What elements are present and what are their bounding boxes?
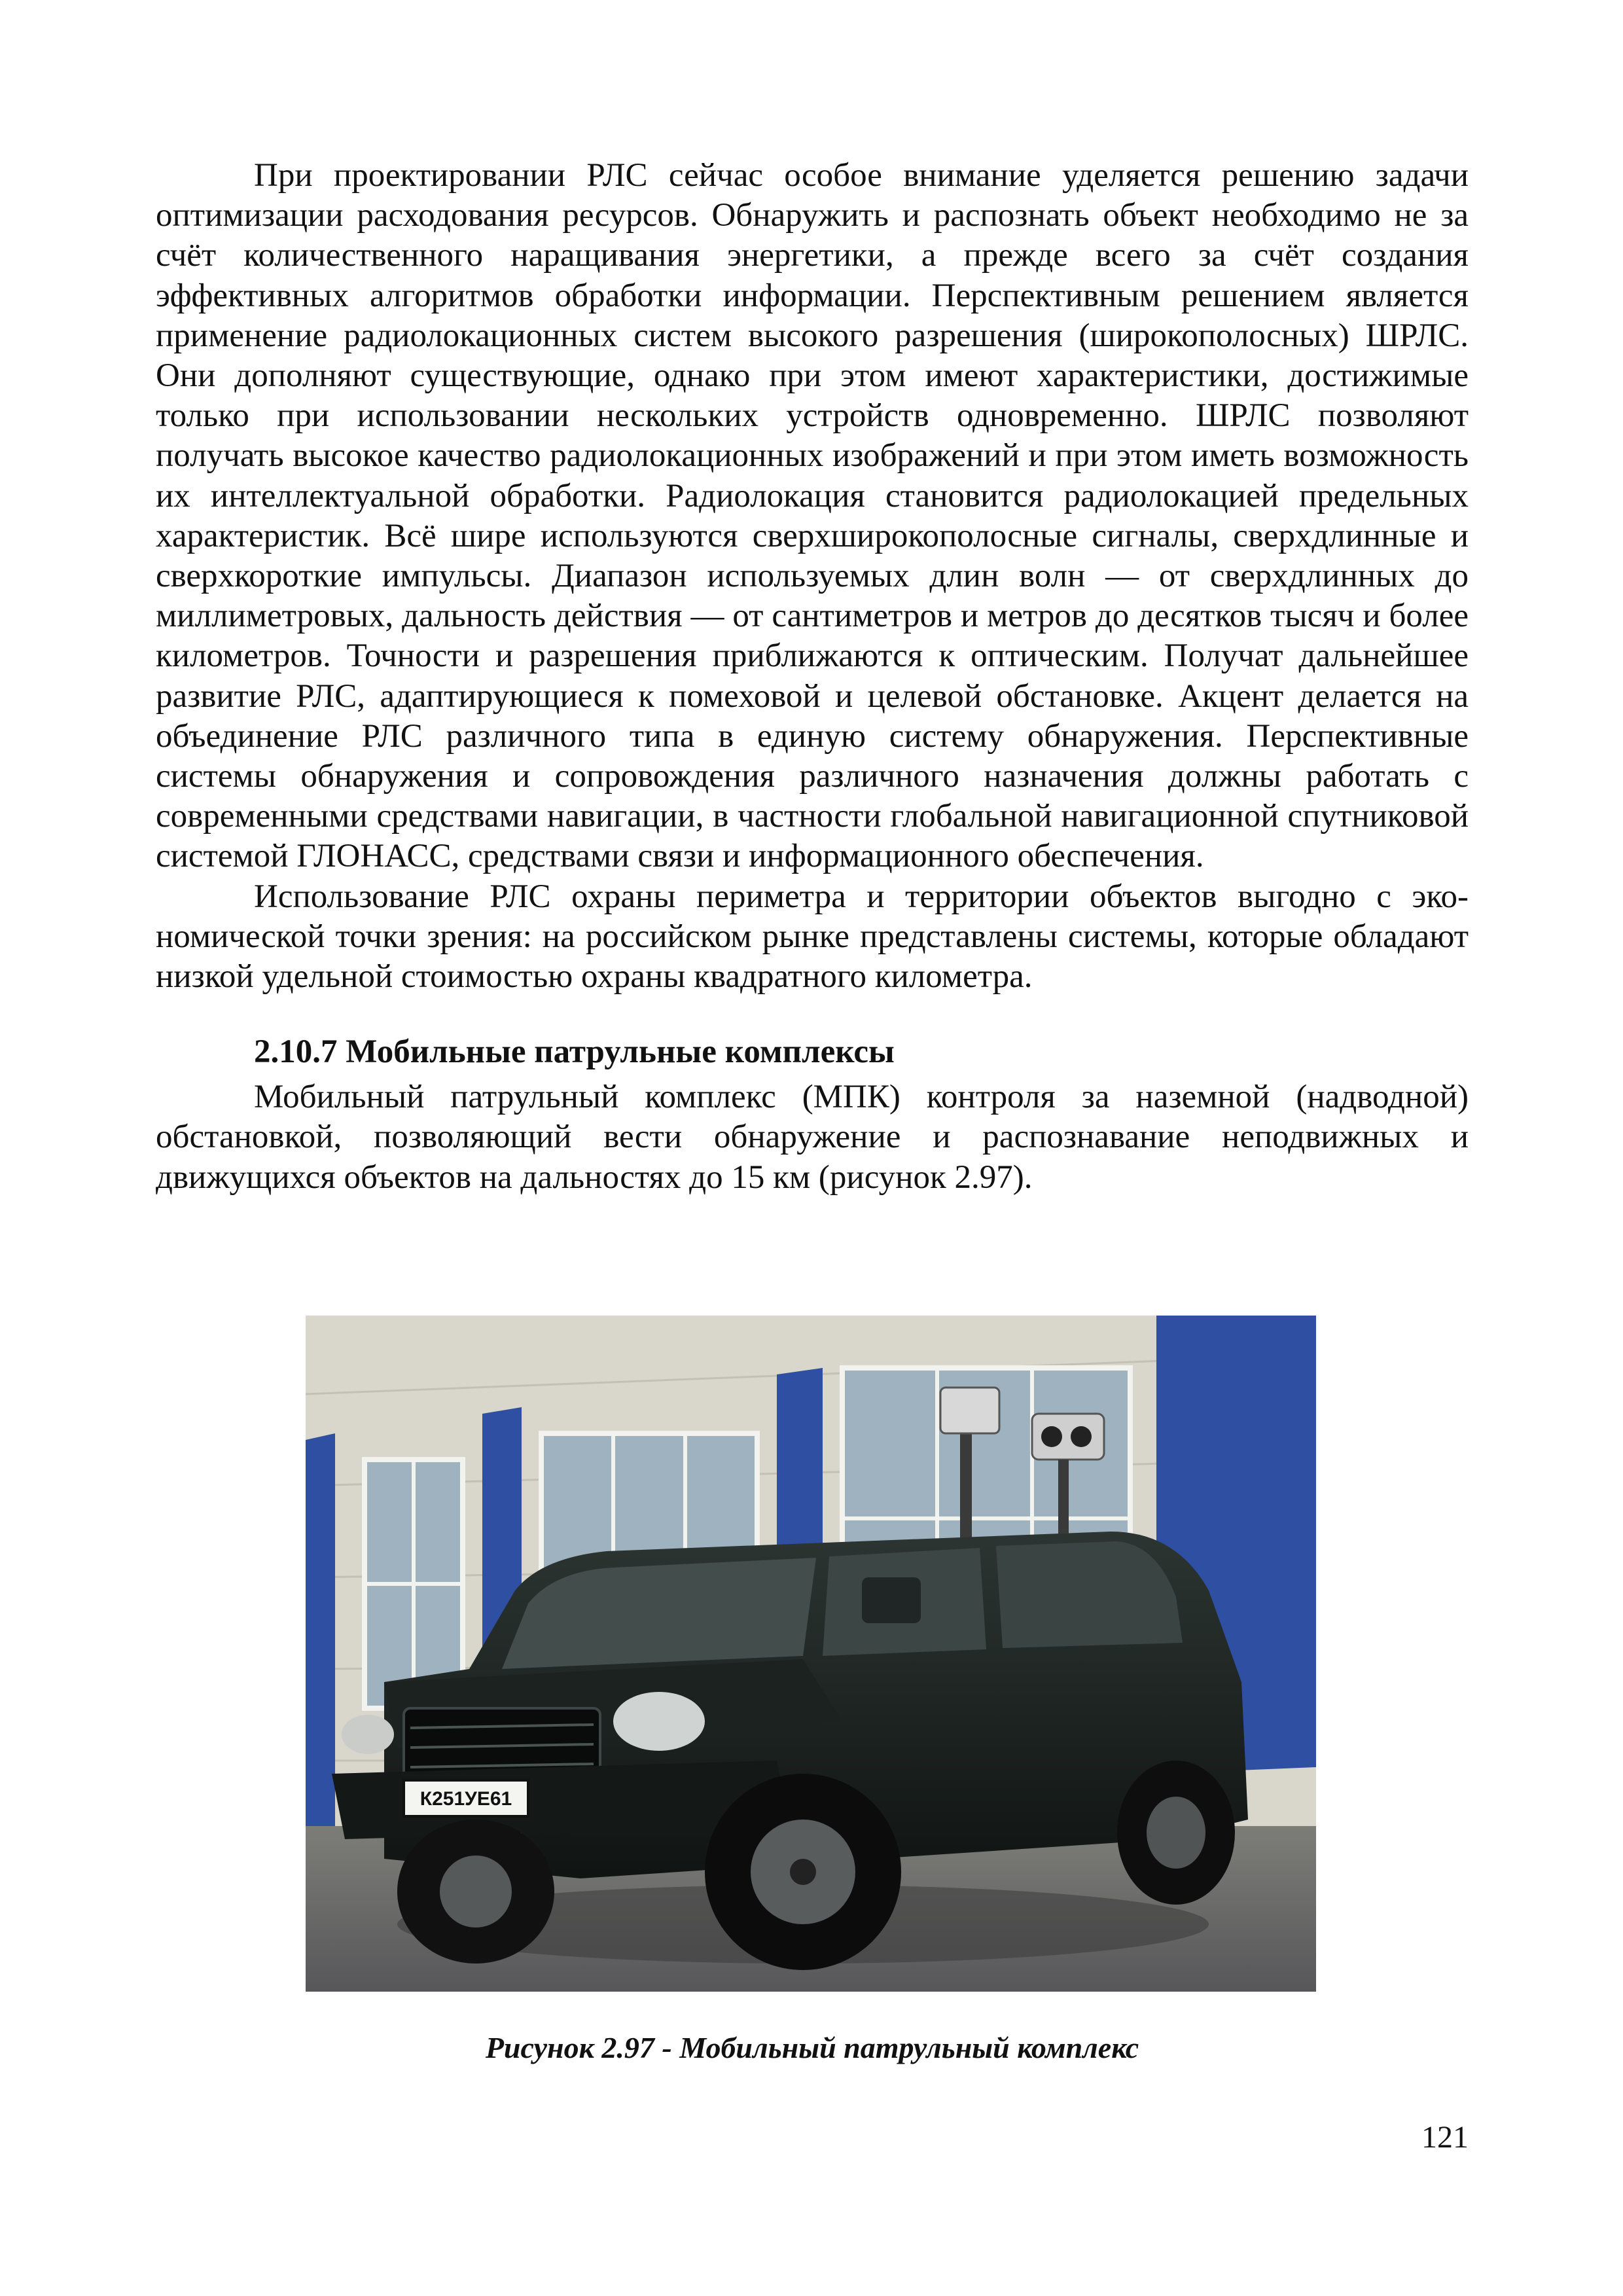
section-heading: 2.10.7 Мобильные патрульные комплексы xyxy=(254,1033,895,1071)
body-text xyxy=(156,156,1469,1198)
license-plate-text: К251УЕ61 xyxy=(419,1788,512,1810)
figure-caption: Рисунок 2.97 - Мобильный патрульный комплекс xyxy=(485,2031,1139,2064)
patrol-vehicle-photo xyxy=(306,1316,1316,1992)
paragraph-perimeter-radar: Использование РЛС охраны периметра и территории объектов выгодно с экономической точки зрения: на российском рынке представлены системы, которые обладают низкой удельной стоимостью охраны квадратного километра. xyxy=(156,878,1469,996)
paragraph-radar-design: При проектировании РЛС сейчас особое внимание уделяется решению задачи оптимизации расходования ресурсов. Обнаружить и распознать объект необходимо не за счёт количественного наращивания энергетики, а прежде всего за счёт создания эффективных алгоритмов обработки информации. Перспективным решением является применение радиолокационных систем высокого разрешения (широкополосных) ШРЛС. Они дополняют существующие, однако при этом имеют характеристики, достижимые только при использовании нескольких устройств одновременно. ШРЛС позволяют получать высокое качество радиолокационных изображений и при этом иметь возможность их интеллектуальной обработки. Радиолокация становится радиолокацией предельных характеристик. Всё шире используются сверхширокополосные сигналы, сверхдлинные и сверхкороткие импульсы. Диапазон используемых длин волн — от сверхдлинных до миллиметровых, дальность действия — от сантиметров и метров до десятков тысяч и более километров. Точности и разрешения приближаются к оптическим. Получат дальнейшее развитие РЛС, адаптирующиеся к помеховой и целевой обстановке. Акцент делается на объединение РЛС различного типа в единую систему обнаружения. Перспективные системы обнаружения и сопровождения различного назначения должны работать с современными средствами навигации, в частности глобальной навигационной спутниковой системой ГЛОНАСС, средствами связи и информационного обеспечения. xyxy=(156,157,1469,875)
page-number: 121 xyxy=(1421,2120,1469,2155)
figure-photo xyxy=(306,1316,1316,1992)
paragraph-mobile-complex: Мобильный патрульный комплекс (МПК) контроля за наземной (надводной) обстановкой, позволяющий вести обнаружение и распознавание неподвижных и движущихся объектов на дальностях до 15 км (рисунок 2.97). xyxy=(156,1079,1469,1196)
